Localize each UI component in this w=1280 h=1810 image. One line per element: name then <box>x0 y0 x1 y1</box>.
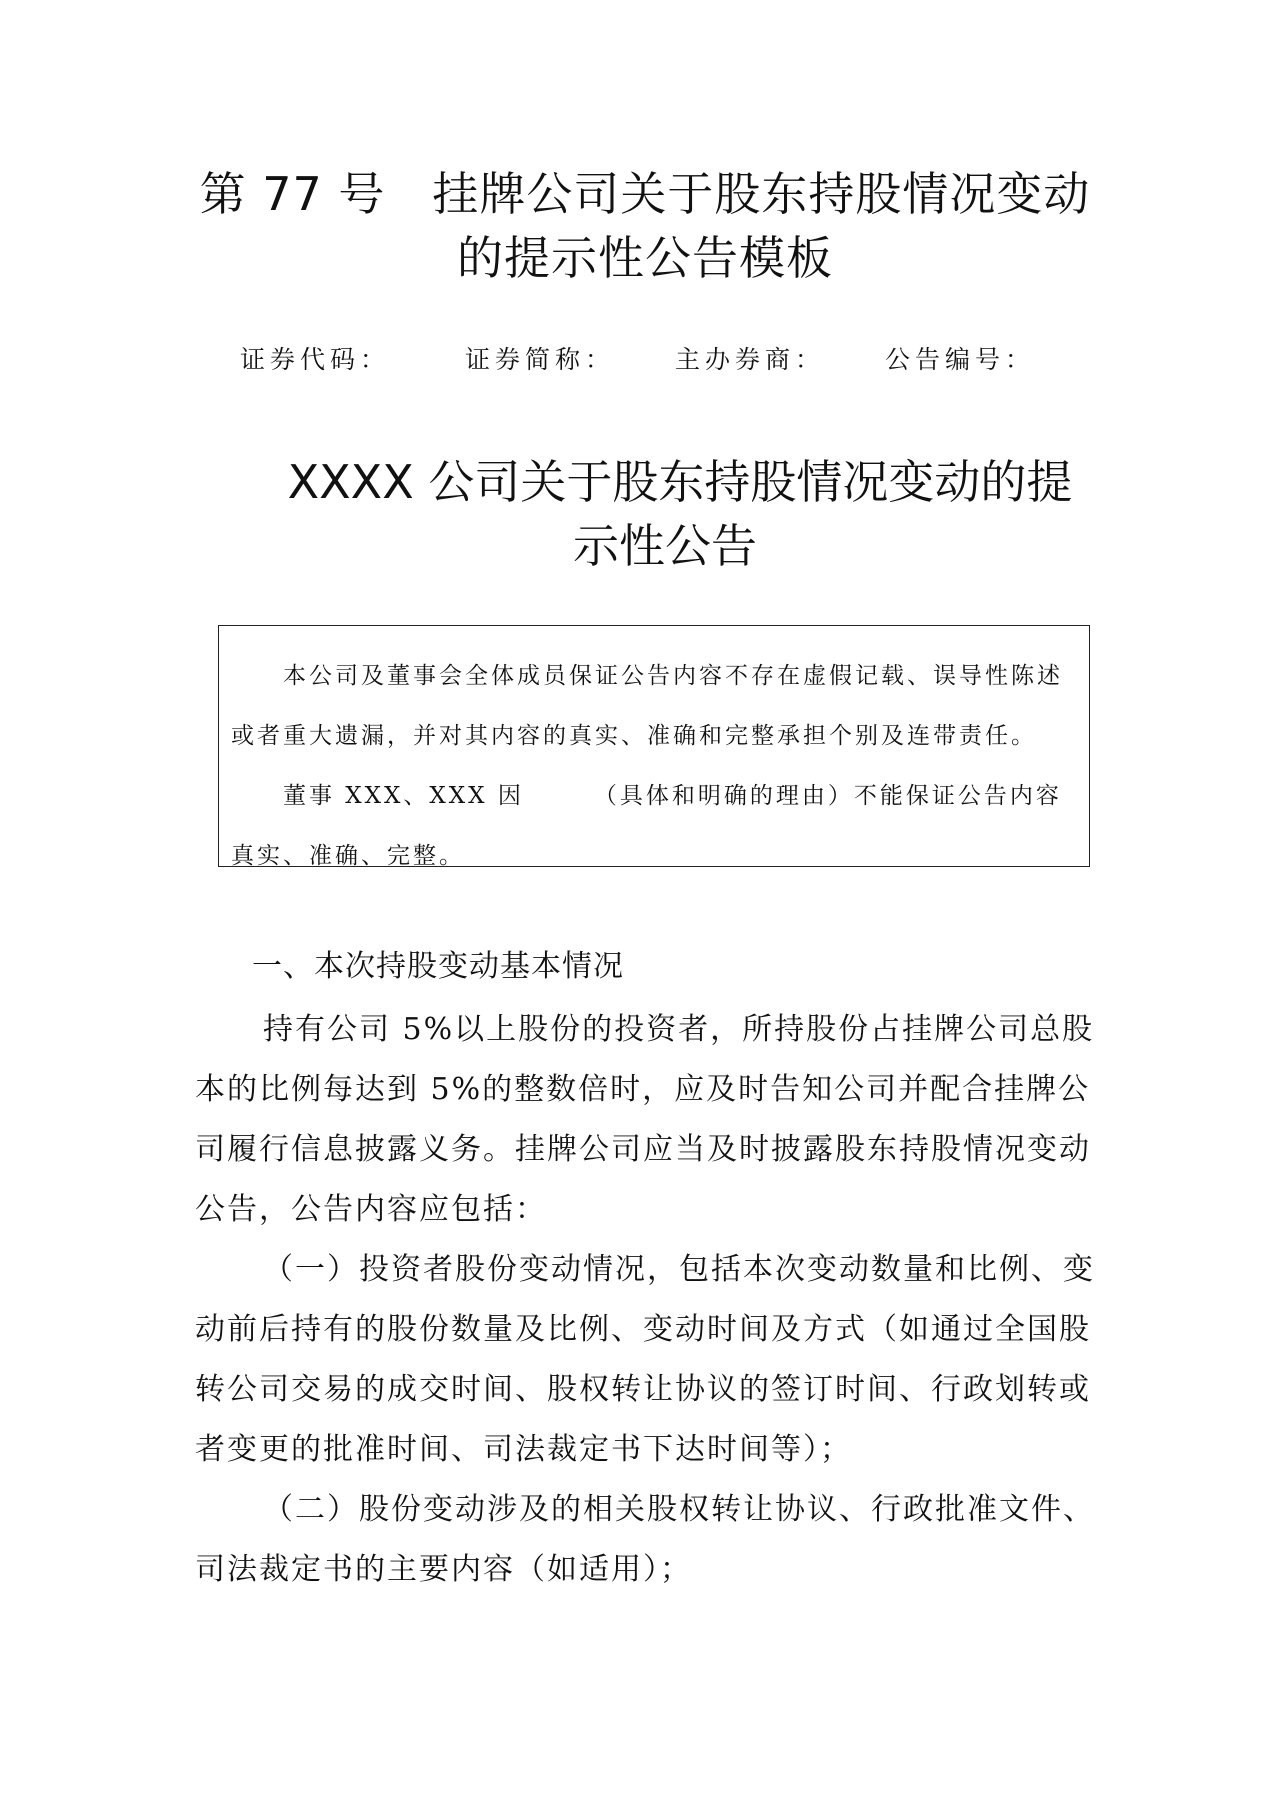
disclaimer-paragraph-1: 本公司及董事会全体成员保证公告内容不存在虚假记载、误导性陈述或者重大遗漏，并对其内容的真实、准确和完整承担个别及连带责任。 <box>231 663 1063 749</box>
section-1-item-1: （一）投资者股份变动情况，包括本次变动数量和比例、变动前后持有的股份数量及比例、变动时间及方式（如通过全国股转公司交易的成交时间、股权转让协议的签订时间、行政划转或者变更的批准时间、司法裁定书下达时间等）； <box>195 1252 1095 1467</box>
security-code-label: 证券代码： <box>240 345 391 374</box>
section-1-body <box>195 1000 1095 1600</box>
section-1-heading: 一、本次持股变动基本情况 <box>252 949 624 984</box>
disclaimer-directors-text: 董事 XXX、XXX 因 <box>283 783 524 809</box>
security-abbr-label: 证券简称： <box>465 345 616 374</box>
announcement-title-line-1: XXXX 公司关于股东持股情况变动的提 <box>287 455 1073 509</box>
disclaimer-paragraph-2 <box>231 766 1077 886</box>
announcement-title <box>235 450 1095 578</box>
disclaimer-reason-text: （具体和明确的理由）不能保证公告内容真实、准确、完整。 <box>231 783 1062 869</box>
disclaimer-box <box>218 625 1090 867</box>
announcement-title-line-2: 示性公告 <box>573 519 757 573</box>
template-title-line-2: 的提示性公告模板 <box>457 231 833 285</box>
section-1-paragraph: 持有公司 5%以上股份的投资者，所持股份占挂牌公司总股本的比例每达到 5%的整数倍时，应及时告知公司并配合挂牌公司履行信息披露义务。挂牌公司应当及时披露股东持股情况变动公告，公告内容应包括： <box>195 1012 1095 1227</box>
template-title <box>195 162 1095 290</box>
template-title-line-1: 第 77 号 挂牌公司关于股东持股情况变动 <box>199 167 1091 221</box>
section-1-item-2: （二）股份变动涉及的相关股权转让协议、行政批准文件、司法裁定书的主要内容（如适用）； <box>195 1492 1095 1587</box>
sponsor-broker-label: 主办券商： <box>675 345 826 374</box>
announcement-number-label: 公告编号： <box>885 345 1036 374</box>
